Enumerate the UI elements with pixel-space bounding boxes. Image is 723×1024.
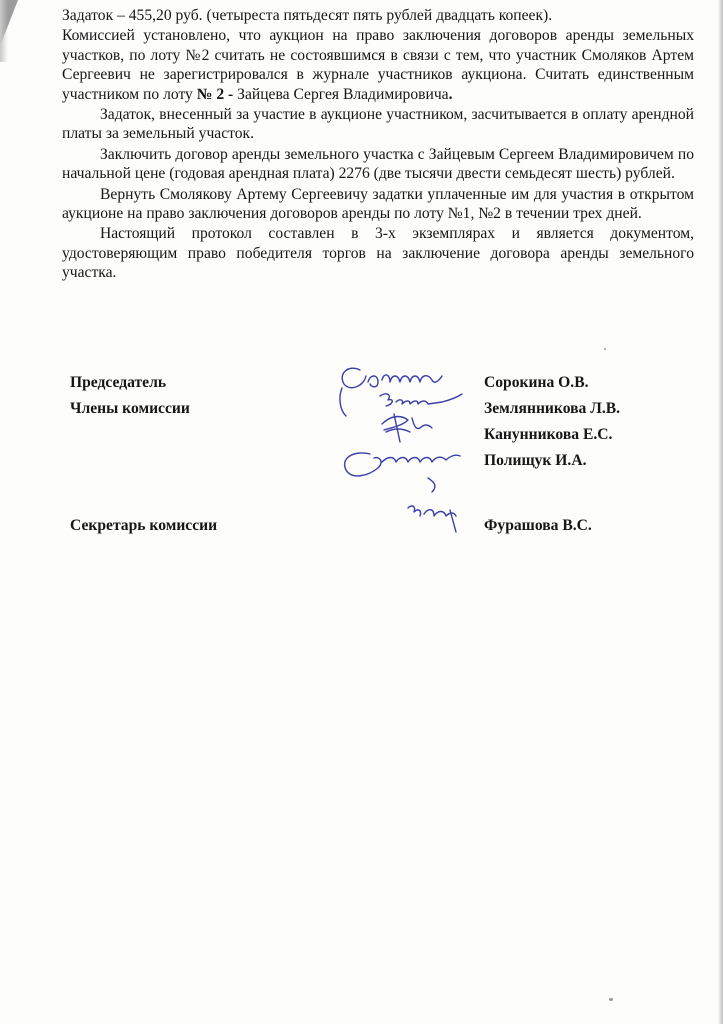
paragraph-2-segment-4: .	[448, 85, 453, 103]
signature-secretary	[408, 506, 456, 532]
paragraph-2-segment-1: Комиссией установлено, что аукцион на право заключения договоров аренды земельных участков, по лоту №2 считать не состоявшимся в связи с тем, что участник Смоляков Артем Сергеевич не зарегистрировался в журнале участников аукциона. Считать единственным участником по лоту	[62, 27, 694, 103]
scan-speck	[609, 998, 613, 1001]
secretary-name: Фурашова В.С.	[484, 517, 592, 534]
paragraph-2-segment-3: Зайцева Сергея Владимировича	[233, 85, 449, 103]
paragraph-4-segment-1: Заключить договор аренды земельного участка с Зайцевым Сергеем Владимировичем по начальной цене (годовая арендная плата) 2276 (две тысячи двести семьдесят шесть) рублей.	[62, 145, 694, 183]
member-name-3: Полищук И.А.	[484, 452, 587, 469]
paragraph-2	[62, 26, 694, 104]
paragraph-5-segment-1: Вернуть Смолякову Артему Сергеевичу задатки уплаченные им для участия в открытом аукционе на право заключения договоров аренды по лоту №1, №2 в течении трех дней.	[62, 185, 694, 223]
paragraph-6-segment-1: Настоящий протокол составлен в 3-х экземплярах и является документом, удостоверяющим право победителя торгов на заключение договора аренды земельного участка.	[62, 225, 694, 282]
chairman-label: Председатель	[70, 374, 167, 391]
paragraph-1	[62, 6, 694, 25]
scan-edge-shadow	[718, 0, 723, 1024]
paragraph-2-segment-2: № 2 -	[196, 85, 234, 103]
scan-speck	[604, 348, 606, 350]
paragraph-4	[62, 145, 694, 184]
handwritten-signatures	[320, 358, 480, 558]
signature-member-2	[382, 417, 432, 432]
signature-member-1	[380, 394, 462, 406]
signature-member-3	[345, 453, 460, 476]
signature-chairman	[342, 368, 442, 388]
paragraph-3	[62, 105, 694, 144]
protocol-text	[62, 6, 694, 283]
paragraph-5	[62, 185, 694, 224]
members-label: Члены комиссии	[70, 400, 190, 417]
paragraph-6	[62, 224, 694, 282]
paragraph-1-segment-1: Задаток – 455,20 руб. (четыреста пятьдесят пять рублей двадцать копеек).	[62, 7, 553, 24]
member-name-2: Канунникова Е.С.	[484, 426, 613, 443]
member-name-1: Землянникова Л.В.	[484, 400, 621, 417]
corner-shadow	[0, 0, 8, 62]
secretary-label: Секретарь комиссии	[70, 517, 218, 534]
paragraph-3-segment-1: Задаток, внесенный за участие в аукционе участником, засчитывается в оплату арендной платы за земельный участок.	[62, 106, 694, 143]
chairman-name: Сорокина О.В.	[484, 374, 589, 391]
